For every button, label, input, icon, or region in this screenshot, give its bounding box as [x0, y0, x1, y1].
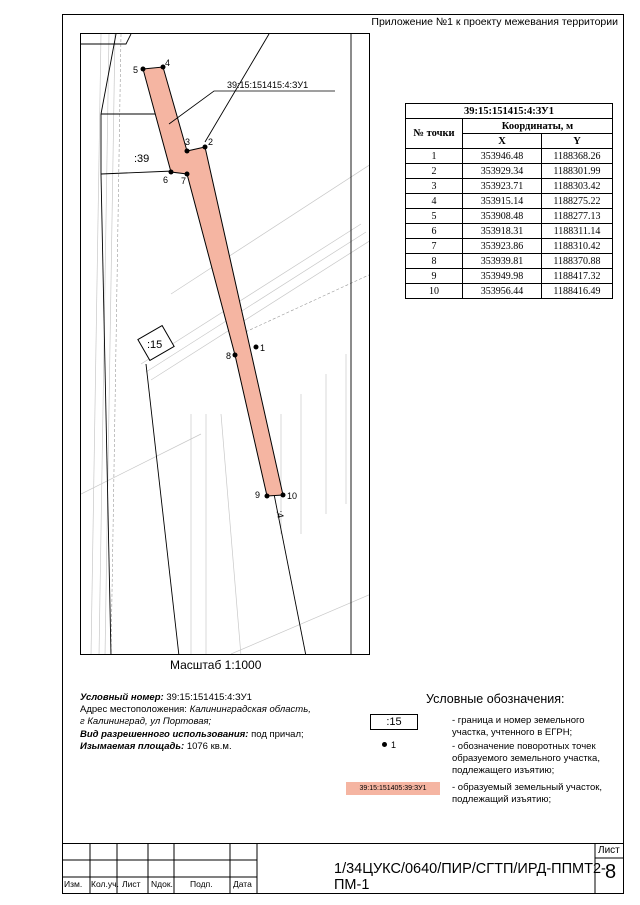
legend-parcel-sample: 39:15:151405:39:ЗУ1 [346, 782, 440, 795]
cell-x: 353923.71 [463, 179, 542, 194]
cell-x: 353956.44 [463, 284, 542, 299]
stamp-col-izm: Изм. [64, 879, 83, 889]
sheet-label: Лист [598, 845, 620, 856]
stamp-col-data: Дата [233, 879, 252, 889]
document-code: 1/34ЦУКС/0640/ПИР/СГТП/ИРД-ППМТ2-ПМ-1 [334, 861, 606, 893]
legend-boundary-text: - граница и номер земельного участка, учтенного в ЕГРН; [452, 715, 585, 738]
cell-y: 1188416.49 [542, 284, 613, 299]
vertex-label-9: 9 [255, 490, 261, 500]
sheet-number: 8 [605, 861, 617, 883]
cell-y: 1188417.32 [542, 269, 613, 284]
appendix-title: Приложение №1 к проекту межевания территории [371, 16, 618, 28]
vertex-label-4: 4 [165, 58, 171, 68]
table-title: 39:15:151415:4:ЗУ1 [406, 104, 613, 119]
use-label: Вид разрешенного использования: [80, 728, 249, 740]
col-point-header: № точки [406, 119, 463, 149]
vertex-label-6: 6 [163, 175, 169, 185]
vertex-10 [281, 493, 286, 498]
table-row [406, 254, 613, 269]
table-row [406, 209, 613, 224]
cell-n: 10 [406, 284, 463, 299]
table-row [406, 224, 613, 239]
stamp-col-ndok: Nдок. [151, 879, 173, 889]
cell-y: 1188275.22 [542, 194, 613, 209]
legend-point-label: 1 [391, 740, 397, 750]
coordinates-table [405, 103, 613, 299]
legend-title: Условные обозначения: [426, 692, 565, 706]
vertex-1 [254, 345, 259, 350]
cell-x: 353949.98 [463, 269, 542, 284]
vertex-label-1: 1 [260, 343, 266, 353]
cell-n: 1 [406, 149, 463, 164]
vertex-5 [141, 67, 146, 72]
cell-n: 9 [406, 269, 463, 284]
col-y-header: Y [542, 134, 613, 149]
legend-point-text: - обозначение поворотных точек образуемого земельного участка, подлежащего изъятию; [452, 741, 600, 776]
cell-x: 353923.86 [463, 239, 542, 254]
table-row [406, 194, 613, 209]
area-label: Изымаемая площадь: [80, 740, 185, 752]
cell-x: 353908.48 [463, 209, 542, 224]
cell-x: 353929.34 [463, 164, 542, 179]
legend-parcel-text: - образуемый земельный участок, подлежащий изъятию; [452, 782, 603, 805]
title-block [62, 843, 624, 894]
legend-point-icon [382, 742, 387, 747]
parcel-info [80, 692, 360, 753]
addr-value-1: Калининградская область, [189, 704, 311, 716]
cell-x: 353946.48 [463, 149, 542, 164]
table-row [406, 239, 613, 254]
cell-n: 2 [406, 164, 463, 179]
map-svg [81, 34, 370, 655]
vertex-label-10: 10 [287, 491, 298, 501]
table-row [406, 179, 613, 194]
area-value: 1076 кв.м. [186, 740, 232, 752]
cell-n: 7 [406, 239, 463, 254]
table-row [406, 164, 613, 179]
num-label: Условный номер: [80, 692, 164, 703]
col-x-header: X [463, 134, 542, 149]
target-parcel [143, 67, 283, 496]
cell-n: 5 [406, 209, 463, 224]
addr-label: Адрес местоположения: [80, 704, 187, 716]
cell-y: 1188303.42 [542, 179, 613, 194]
cell-x: 353939.81 [463, 254, 542, 269]
cell-y: 1188370.88 [542, 254, 613, 269]
stamp-col-koluch: Кол.уч. [91, 879, 119, 889]
cell-n: 6 [406, 224, 463, 239]
vertex-label-7: 7 [181, 176, 187, 186]
stamp-col-list: Лист [122, 879, 141, 889]
vertex-label-5: 5 [133, 65, 139, 75]
vertex-label-3: 3 [185, 137, 191, 147]
cell-n: 8 [406, 254, 463, 269]
vertex-6 [169, 170, 174, 175]
map-scale: Масштаб 1:1000 [170, 658, 262, 672]
num-value: 39:15:151415:4:ЗУ1 [166, 692, 252, 703]
table-row [406, 269, 613, 284]
map-callout: 39:15:151415:4:ЗУ1 [227, 80, 309, 90]
vertex-label-2: 2 [208, 137, 214, 147]
parcel-label-15: :15 [147, 339, 163, 351]
cell-y: 1188310.42 [542, 239, 613, 254]
col-coords-header: Координаты, м [463, 119, 613, 134]
cell-y: 1188368.26 [542, 149, 613, 164]
use-value: под причал; [251, 728, 304, 740]
vertex-label-8: 8 [226, 351, 232, 361]
table-row [406, 284, 613, 299]
legend-boundary-sample: :15 [370, 714, 418, 730]
parcel-label-4: :4 [274, 509, 286, 519]
vertex-2 [203, 145, 208, 150]
map-drawing [80, 33, 370, 655]
cell-y: 1188301.99 [542, 164, 613, 179]
cell-y: 1188277.13 [542, 209, 613, 224]
vertex-9 [265, 494, 270, 499]
vertex-8 [233, 353, 238, 358]
cell-y: 1188311.14 [542, 224, 613, 239]
cell-x: 353915.14 [463, 194, 542, 209]
cell-x: 353918.31 [463, 224, 542, 239]
stamp-col-podp: Подп. [190, 879, 213, 889]
vertex-3 [185, 149, 190, 154]
cell-n: 4 [406, 194, 463, 209]
cell-n: 3 [406, 179, 463, 194]
table-row [406, 149, 613, 164]
addr-value-2: г Калининград, ул Портовая; [80, 716, 212, 728]
parcel-label-39: :39 [134, 153, 150, 165]
